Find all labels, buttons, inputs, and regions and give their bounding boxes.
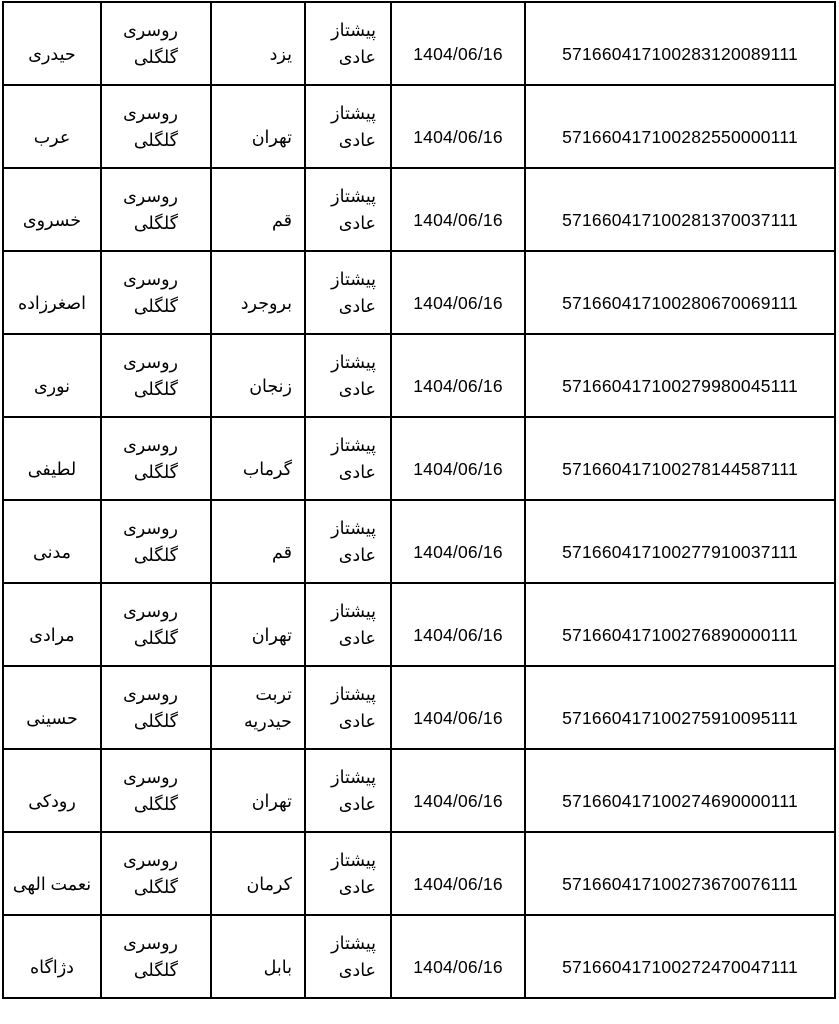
tracking-code: 571660417100275910095111: [562, 708, 798, 728]
destination-city-cell: [211, 915, 305, 998]
destination-city-cell: [211, 417, 305, 500]
destination-city: [212, 681, 304, 735]
destination-city-cell: [211, 666, 305, 749]
item-cell: [101, 2, 211, 85]
post-type: [306, 515, 390, 569]
tracking-code-cell: [525, 749, 835, 832]
item-line-1: روسری: [123, 517, 178, 538]
item-line-1: روسری: [123, 434, 178, 455]
item-line-1: روسری: [123, 268, 178, 289]
post-type: [306, 764, 390, 818]
table-row: [3, 666, 835, 749]
post-type-line-2: عادی: [338, 710, 376, 731]
tracking-code: 571660417100280670069111: [562, 293, 798, 313]
table-row: [3, 832, 835, 915]
post-type-line-2: عادی: [338, 544, 376, 565]
recipient-name-cell: [3, 915, 101, 998]
shipment-date: 1404/06/16: [413, 957, 503, 977]
date-cell: [391, 583, 525, 666]
post-type-cell: [305, 666, 391, 749]
tracking-code: 571660417100281370037111: [562, 210, 798, 230]
table-row: [3, 2, 835, 85]
tracking-code-cell: [525, 915, 835, 998]
shipment-date: 1404/06/16: [413, 459, 503, 479]
item-cell: [101, 832, 211, 915]
destination-city: قم: [271, 542, 292, 562]
date-cell: [391, 832, 525, 915]
post-type-line-1: پیشتاز: [331, 683, 376, 704]
item-line-1: روسری: [123, 351, 178, 372]
post-type-line-1: پیشتاز: [331, 268, 376, 289]
post-type-cell: [305, 334, 391, 417]
item-line-2: گلگلی: [133, 378, 178, 399]
recipient-name-cell: [3, 334, 101, 417]
recipient-name-cell: [3, 417, 101, 500]
item-line-1: روسری: [123, 849, 178, 870]
recipient-name: حسینی: [26, 708, 78, 728]
table-row: [3, 168, 835, 251]
item-description: [102, 681, 210, 735]
tracking-code-cell: [525, 832, 835, 915]
post-type-line-1: پیشتاز: [331, 849, 376, 870]
table-row: [3, 85, 835, 168]
shipment-date: 1404/06/16: [413, 293, 503, 313]
post-type-line-1: پیشتاز: [331, 102, 376, 123]
tracking-code-cell: [525, 251, 835, 334]
post-type-line-2: عادی: [338, 295, 376, 316]
post-type: [306, 598, 390, 652]
item-cell: [101, 749, 211, 832]
item-description: [102, 17, 210, 71]
shipment-date: 1404/06/16: [413, 210, 503, 230]
shipment-date: 1404/06/16: [413, 708, 503, 728]
recipient-name: دژاگاه: [30, 957, 74, 977]
item-line-2: گلگلی: [133, 793, 178, 814]
item-description: [102, 764, 210, 818]
post-type-line-1: پیشتاز: [331, 351, 376, 372]
date-cell: [391, 915, 525, 998]
tracking-code-cell: [525, 334, 835, 417]
item-line-1: روسری: [123, 600, 178, 621]
tracking-code: 571660417100274690000111: [562, 791, 798, 811]
table-row: [3, 749, 835, 832]
post-type-cell: [305, 85, 391, 168]
post-type-cell: [305, 168, 391, 251]
recipient-name-cell: [3, 500, 101, 583]
item-description: [102, 847, 210, 901]
table-body: [3, 2, 835, 998]
item-line-1: روسری: [123, 19, 178, 40]
item-line-2: گلگلی: [133, 461, 178, 482]
table-row: [3, 251, 835, 334]
item-line-2: گلگلی: [133, 710, 178, 731]
item-cell: [101, 583, 211, 666]
table-row: [3, 500, 835, 583]
tracking-code-cell: [525, 85, 835, 168]
item-line-2: گلگلی: [133, 212, 178, 233]
destination-city: تهران: [251, 791, 292, 811]
item-cell: [101, 500, 211, 583]
item-line-2: گلگلی: [133, 959, 178, 980]
date-cell: [391, 251, 525, 334]
item-line-1: روسری: [123, 102, 178, 123]
city-line-1: تربت: [255, 683, 292, 704]
post-type-line-2: عادی: [338, 378, 376, 399]
destination-city: قم: [271, 210, 292, 230]
item-description: [102, 349, 210, 403]
post-type-line-2: عادی: [338, 461, 376, 482]
date-cell: [391, 85, 525, 168]
post-type-cell: [305, 583, 391, 666]
shipment-date: 1404/06/16: [413, 542, 503, 562]
post-type-line-1: پیشتاز: [331, 600, 376, 621]
date-cell: [391, 749, 525, 832]
date-cell: [391, 500, 525, 583]
post-type-line-2: عادی: [338, 793, 376, 814]
recipient-name: اصغرزاده: [17, 293, 87, 313]
date-cell: [391, 417, 525, 500]
table-row: [3, 417, 835, 500]
item-line-2: گلگلی: [133, 876, 178, 897]
destination-city: گرماب: [242, 459, 292, 479]
post-type-line-2: عادی: [338, 627, 376, 648]
recipient-name: عرب: [33, 127, 71, 147]
item-description: [102, 598, 210, 652]
tracking-code-cell: [525, 500, 835, 583]
city-line-2: حیدریه: [244, 710, 292, 731]
tracking-code: 571660417100277910037111: [562, 542, 798, 562]
post-type-line-2: عادی: [338, 212, 376, 233]
destination-city-cell: [211, 2, 305, 85]
recipient-name-cell: [3, 2, 101, 85]
item-description: [102, 930, 210, 984]
table-row: [3, 583, 835, 666]
item-description: [102, 266, 210, 320]
tracking-code: 571660417100283120089111: [562, 44, 798, 64]
post-type: [306, 183, 390, 237]
recipient-name-cell: [3, 832, 101, 915]
item-description: [102, 432, 210, 486]
recipient-name-cell: [3, 749, 101, 832]
shipment-date: 1404/06/16: [413, 625, 503, 645]
shipment-date: 1404/06/16: [413, 127, 503, 147]
destination-city-cell: [211, 832, 305, 915]
recipient-name-cell: [3, 583, 101, 666]
destination-city-cell: [211, 583, 305, 666]
item-cell: [101, 334, 211, 417]
destination-city: بروجرد: [240, 293, 292, 313]
item-line-1: روسری: [123, 185, 178, 206]
post-type: [306, 930, 390, 984]
post-type-cell: [305, 915, 391, 998]
item-cell: [101, 417, 211, 500]
post-type: [306, 847, 390, 901]
recipient-name: خسروی: [22, 210, 82, 230]
recipient-name: نعمت الهی: [12, 874, 92, 894]
date-cell: [391, 168, 525, 251]
post-type-line-1: پیشتاز: [331, 517, 376, 538]
recipient-name: مدنی: [32, 542, 72, 562]
date-cell: [391, 2, 525, 85]
date-cell: [391, 334, 525, 417]
recipient-name: رودکی: [28, 791, 76, 811]
recipient-name: لطیفی: [27, 459, 77, 479]
item-line-2: گلگلی: [133, 544, 178, 565]
item-line-1: روسری: [123, 932, 178, 953]
item-line-2: گلگلی: [133, 295, 178, 316]
destination-city: تهران: [251, 625, 292, 645]
shipment-date: 1404/06/16: [413, 791, 503, 811]
recipient-name-cell: [3, 251, 101, 334]
destination-city: یزد: [269, 44, 292, 64]
item-description: [102, 515, 210, 569]
post-type-line-2: عادی: [338, 876, 376, 897]
post-type-line-2: عادی: [338, 46, 376, 67]
tracking-code: 571660417100278144587111: [562, 459, 798, 479]
post-type-line-1: پیشتاز: [331, 19, 376, 40]
recipient-name: نوری: [33, 376, 71, 396]
item-description: [102, 100, 210, 154]
tracking-code-cell: [525, 666, 835, 749]
table-row: [3, 334, 835, 417]
item-line-2: گلگلی: [133, 627, 178, 648]
table-row: [3, 915, 835, 998]
shipment-date: 1404/06/16: [413, 874, 503, 894]
recipient-name-cell: [3, 666, 101, 749]
destination-city: بابل: [263, 957, 292, 977]
post-type-cell: [305, 251, 391, 334]
tracking-code: 571660417100282550000111: [562, 127, 798, 147]
destination-city-cell: [211, 334, 305, 417]
item-line-1: روسری: [123, 683, 178, 704]
recipient-name-cell: [3, 168, 101, 251]
destination-city: تهران: [251, 127, 292, 147]
shipment-date: 1404/06/16: [413, 44, 503, 64]
post-type-cell: [305, 2, 391, 85]
recipient-name-cell: [3, 85, 101, 168]
post-type-cell: [305, 749, 391, 832]
tracking-code-cell: [525, 583, 835, 666]
shipment-date: 1404/06/16: [413, 376, 503, 396]
post-type-line-1: پیشتاز: [331, 766, 376, 787]
post-type-cell: [305, 832, 391, 915]
item-line-2: گلگلی: [133, 46, 178, 67]
destination-city-cell: [211, 749, 305, 832]
shipment-tracking-table: [2, 1, 836, 999]
tracking-code: 571660417100276890000111: [562, 625, 798, 645]
post-type: [306, 681, 390, 735]
post-type-line-1: پیشتاز: [331, 932, 376, 953]
tracking-code-cell: [525, 2, 835, 85]
post-type: [306, 432, 390, 486]
destination-city-cell: [211, 168, 305, 251]
post-type: [306, 100, 390, 154]
item-description: [102, 183, 210, 237]
post-type: [306, 266, 390, 320]
tracking-code-cell: [525, 168, 835, 251]
recipient-name: حیدری: [28, 44, 76, 64]
item-cell: [101, 85, 211, 168]
item-cell: [101, 915, 211, 998]
tracking-code: 571660417100272470047111: [562, 957, 798, 977]
post-type: [306, 17, 390, 71]
item-line-2: گلگلی: [133, 129, 178, 150]
item-cell: [101, 251, 211, 334]
tracking-code: 571660417100273670076111: [562, 874, 798, 894]
item-cell: [101, 666, 211, 749]
post-type: [306, 349, 390, 403]
destination-city-cell: [211, 251, 305, 334]
item-line-1: روسری: [123, 766, 178, 787]
destination-city: زنجان: [249, 376, 292, 396]
post-type-cell: [305, 417, 391, 500]
destination-city-cell: [211, 500, 305, 583]
item-cell: [101, 168, 211, 251]
post-type-line-1: پیشتاز: [331, 434, 376, 455]
post-type-line-2: عادی: [338, 959, 376, 980]
post-type-cell: [305, 500, 391, 583]
post-type-line-2: عادی: [338, 129, 376, 150]
destination-city-cell: [211, 85, 305, 168]
date-cell: [391, 666, 525, 749]
post-type-line-1: پیشتاز: [331, 185, 376, 206]
tracking-code: 571660417100279980045111: [562, 376, 798, 396]
destination-city: کرمان: [246, 874, 292, 894]
tracking-code-cell: [525, 417, 835, 500]
recipient-name: مرادی: [29, 625, 75, 645]
